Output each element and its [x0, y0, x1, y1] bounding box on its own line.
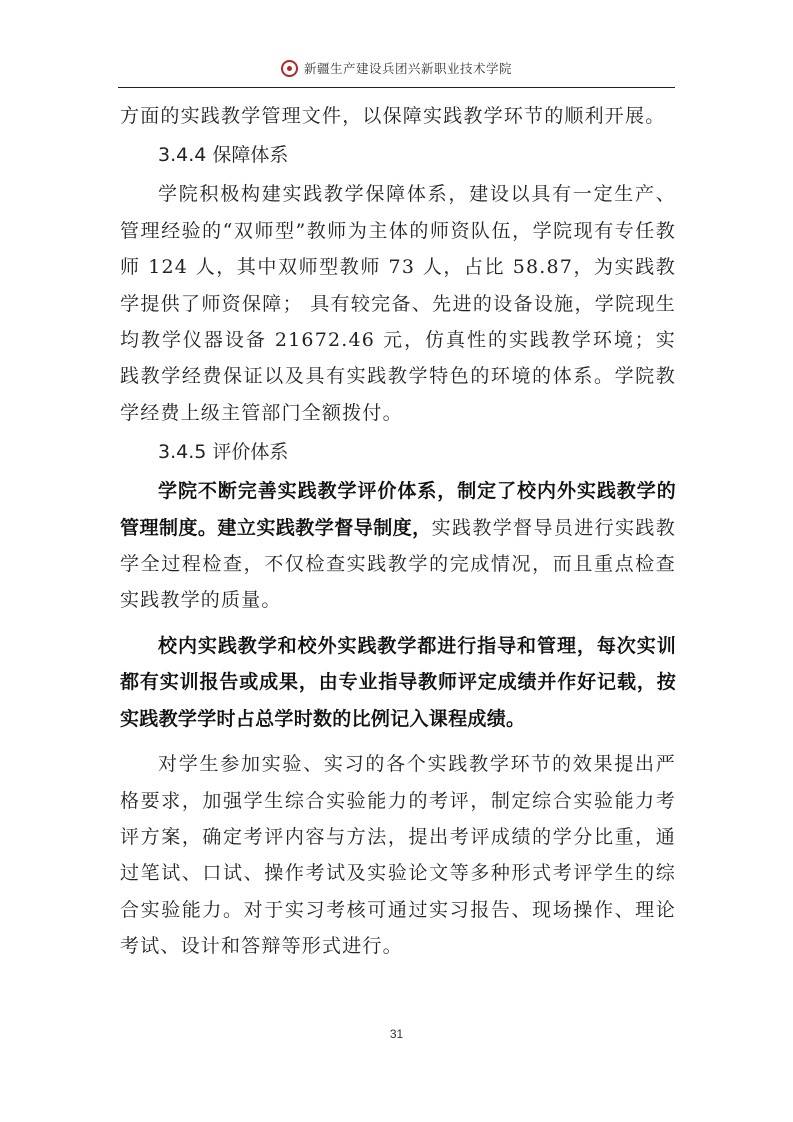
paragraph-evaluation-system: [120, 473, 676, 619]
paragraph-internal-external-practice: 校内实践教学和校外实践教学都进行指导和管理，每次实训都有实训报告或成果，由专业指导教师评定成绩并作好记载，按实践教学学时占总学时数的比例记入课程成绩。: [120, 634, 676, 730]
header-title: 新疆生产建设兵团兴新职业技术学院: [303, 61, 512, 76]
section-heading-3-4-5: 3.4.5 评价体系: [158, 441, 289, 464]
paragraph-student-assessment: 对学生参加实验、实习的各个实践教学环节的效果提出严格要求，加强学生综合实验能力的考评，制定综合实验能力考评方案，确定考评内容与方法，提出考评成绩的学分比重，通过笔试、口试、操作考试及实验论文等多种形式考评学生的综合实验能力。对于实习考核可通过实习报告、现场操作、理论考试、设计和答辩等形式进行。: [120, 753, 676, 958]
paragraph-evaluation-bold-run: 学院不断完善实践教学评价体系，制定了校内外实践教学的管理制度。建立实践教学督导制度，: [120, 480, 676, 539]
paragraph-guarantee-system: 学院积极构建实践教学保障体系，建设以具有一定生产、管理经验的“双师型”教师为主体的师资队伍，学院现有专任教师 124 人，其中双师型教师 73 人，占比 58.87，为实践教学提供了师资保障； 具有较完备、先进的设备设施，学院现生均教学仪器设备 21672.46 元，仿真性的实践教学环境；实践教学经费保证以及具有实践教学特色的环境的体系。学院教学经费上级主管部门全额拨付。: [120, 183, 676, 424]
college-logo-icon: [281, 60, 298, 77]
header-divider: [118, 87, 675, 88]
page-header: [118, 50, 675, 86]
paragraph-evaluation-rest: 实践教学督导员进行实践教学全过程检查，不仅检查实践教学的完成情况，而且重点检查实践教学的质量。: [120, 516, 676, 612]
paragraph-continuation: 方面的实践教学管理文件，以保障实践教学环节的顺利开展。: [120, 105, 666, 127]
page-number: 31: [389, 1027, 404, 1041]
section-heading-3-4-4: 3.4.4 保障体系: [158, 144, 289, 167]
body-text: [120, 98, 676, 965]
